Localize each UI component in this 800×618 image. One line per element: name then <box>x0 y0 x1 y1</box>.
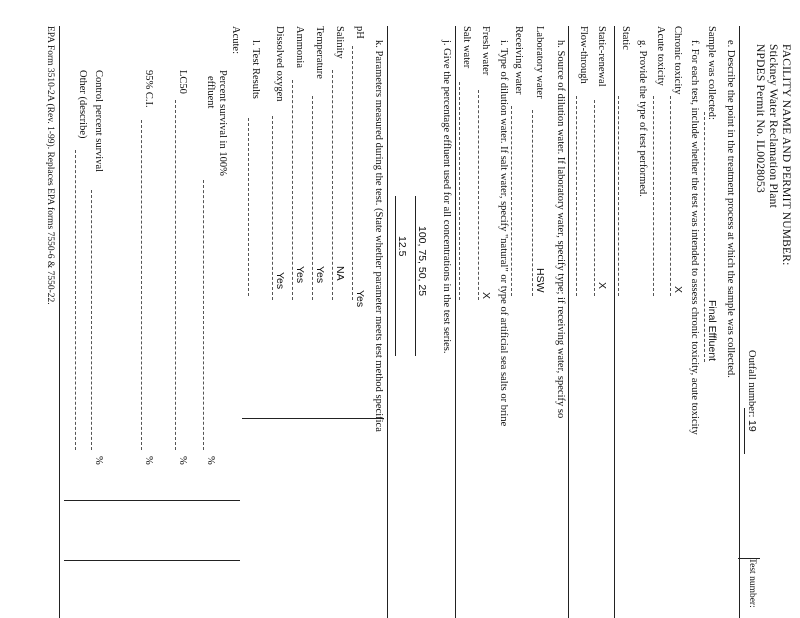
salinity-label: Salinity <box>334 26 345 59</box>
test-results-line <box>248 118 249 296</box>
dissolved-oxygen-label: Dissolved oxygen <box>274 26 285 102</box>
ammonia-value: Yes <box>294 266 306 284</box>
effluent-concentrations-line2: 12.5 <box>396 236 408 257</box>
control-survival-unit: % <box>93 456 104 465</box>
temperature-label: Temperature <box>314 26 325 79</box>
section-g-question: g. Provide the type of test performed. <box>637 40 648 197</box>
laboratory-water-value: HSW <box>534 268 546 293</box>
percent-survival-unit: % <box>205 456 216 465</box>
epa-form-footer: EPA Form 3510-2A (Rev. 1-99). Replaces EPA forms 7550-6 & 7550-22. <box>45 26 55 305</box>
acute-toxicity-label: Acute toxicity <box>655 26 666 86</box>
sample-collected-value: Final Effluent <box>706 300 718 362</box>
fresh-water-line <box>478 90 479 300</box>
test-number-label: Test number: <box>747 558 757 608</box>
flow-through-line <box>576 96 577 296</box>
other-describe-line <box>75 150 76 450</box>
sample-collected-line <box>704 112 705 362</box>
section-k-question: k. Parameters measured during the test. (State whether parameter meets test method specifica <box>373 40 384 432</box>
dissolved-oxygen-line <box>272 116 273 300</box>
section-l-heading: l. Test Results <box>250 40 261 99</box>
dissolved-oxygen-value: Yes <box>274 272 286 290</box>
fresh-water-mark: X <box>480 292 492 300</box>
control-survival-line <box>91 190 92 450</box>
ph-value: Yes <box>354 290 366 308</box>
section-j-rule <box>455 26 456 618</box>
section-e-question: e. Describe the point in the treatment process at which the sample was collected. <box>725 40 736 378</box>
ph-label: pH <box>354 26 365 39</box>
outfall-number-label: Outfall number: <box>746 350 757 418</box>
chronic-toxicity-line <box>670 96 671 296</box>
section-h-rule <box>568 26 569 618</box>
laboratory-water-label: Laboratory water <box>534 26 545 99</box>
control-survival-label: Control percent survival <box>93 70 104 173</box>
ammonia-line <box>292 80 293 300</box>
concentrations-underline-2 <box>395 196 396 356</box>
facility-heading: FACILITY NAME AND PERMIT NUMBER: <box>780 44 792 266</box>
lc50-unit: % <box>177 456 188 465</box>
footer-rule <box>59 26 60 618</box>
permit-number: NPDES Permit No. IL0028053 <box>754 44 766 193</box>
ph-line <box>352 46 353 300</box>
acute-toxicity-line <box>653 96 654 296</box>
other-describe-label: Other (describe) <box>77 70 88 139</box>
facility-name: Stickney Water Reclamation Plant <box>767 44 779 208</box>
lc50-label: LC50 <box>177 70 188 94</box>
chronic-toxicity-mark: X <box>672 286 684 294</box>
receiving-water-label: Receiving water <box>513 26 524 95</box>
sample-collected-label: Sample was collected: <box>706 26 717 120</box>
salinity-value: NA <box>334 266 346 281</box>
section-k-rule <box>387 26 388 618</box>
static-line <box>618 96 619 296</box>
section-j-question: j. Give the percentage effluent used for all concentrations in the test series. <box>441 40 452 354</box>
static-label: Static <box>620 26 631 50</box>
header-divider <box>738 558 760 559</box>
percent-survival-label-1: Percent survival in 100% <box>217 70 228 176</box>
outfall-number-line <box>744 408 745 454</box>
salt-water-line <box>459 82 460 300</box>
temperature-line <box>312 96 313 300</box>
results-right-divider <box>64 500 240 501</box>
lc50-line <box>175 100 176 450</box>
fresh-water-label: Fresh water <box>480 26 491 76</box>
ammonia-label: Ammonia <box>294 26 305 68</box>
static-renewal-line <box>594 100 595 296</box>
laboratory-water-line <box>532 110 533 296</box>
temperature-value: Yes <box>314 266 326 284</box>
section-h-question: h. Source of dilution water. If laboratory water, specify type; if receiving water, specify so <box>555 40 566 419</box>
results-right-divider-2 <box>64 560 240 561</box>
chronic-toxicity-label: Chronic toxicity <box>672 26 683 95</box>
receiving-water-line <box>511 106 512 296</box>
percent-survival-line <box>203 180 204 450</box>
section-e-rule <box>739 26 740 618</box>
effluent-concentrations-line1: 100, 75, 50, 25 <box>416 226 428 297</box>
salt-water-label: Salt water <box>461 26 472 69</box>
section-k-right-divider <box>242 418 384 419</box>
confidence-interval-line <box>141 120 142 450</box>
salinity-line <box>332 70 333 300</box>
percent-survival-label-2: effluent <box>205 76 216 109</box>
section-g-rule <box>614 26 615 618</box>
section-i-type-question: i. Type of dilution water. If salt water, specify "natural" or type of artificial sea salts or brine <box>498 40 509 427</box>
flow-through-label: Flow-through <box>578 26 589 84</box>
outfall-number-value: 19 <box>746 420 758 432</box>
static-renewal-mark: X <box>596 282 608 290</box>
concentrations-underline-1 <box>415 196 416 356</box>
confidence-interval-label: 95% C.I. <box>143 70 154 108</box>
static-renewal-label: Static-renewal <box>596 26 607 87</box>
acute-results-label: Acute: <box>230 26 241 54</box>
confidence-interval-unit: % <box>143 456 154 465</box>
section-f-question: f. For each test, include whether the test was intended to assess chronic toxicity, acute toxicity <box>689 40 700 435</box>
